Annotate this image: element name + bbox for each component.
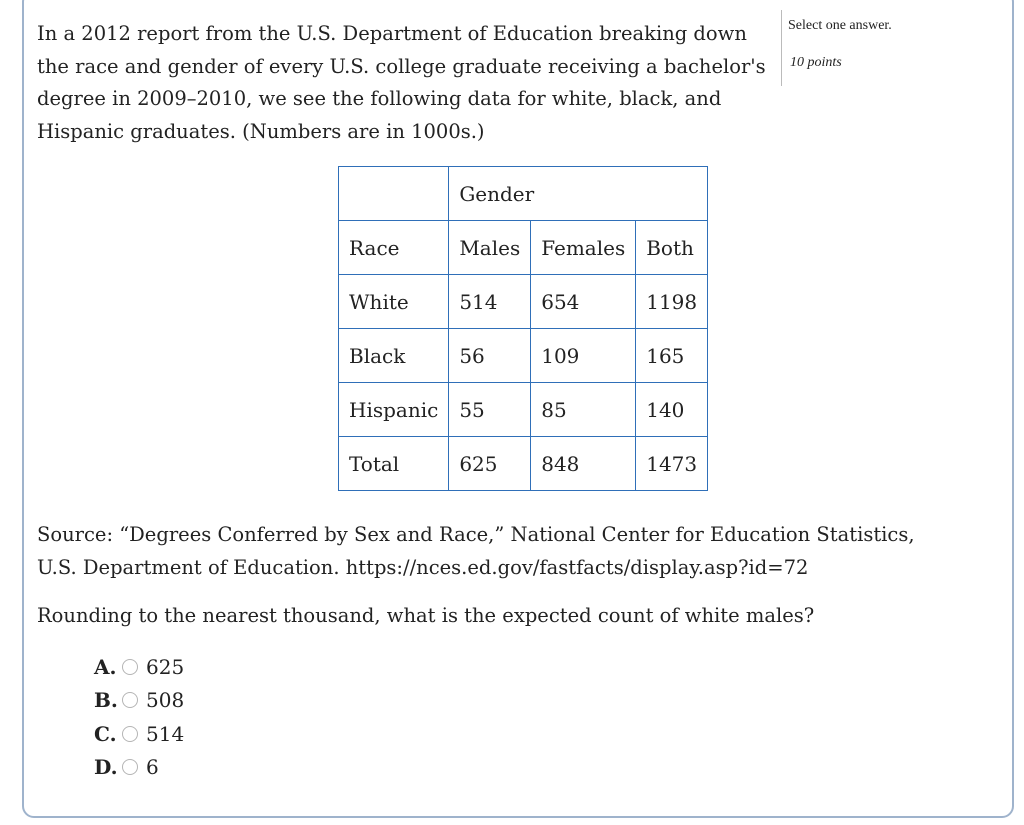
- radio-button[interactable]: [122, 726, 138, 742]
- column-header: Race: [339, 221, 449, 275]
- table-cell: Black: [339, 329, 449, 383]
- table-cell: 165: [636, 329, 708, 383]
- table-cell: Total: [339, 437, 449, 491]
- radio-button[interactable]: [122, 759, 138, 775]
- table-header-row: [339, 221, 708, 275]
- table-cell: 1198: [636, 275, 708, 329]
- answer-instruction: Select one answer.: [788, 18, 892, 33]
- choice-c[interactable]: [94, 717, 184, 751]
- table-header-row: [339, 167, 708, 221]
- data-table: [338, 166, 708, 491]
- column-header: Both: [636, 221, 708, 275]
- table-cell: 140: [636, 383, 708, 437]
- answer-choices: [94, 650, 184, 784]
- column-header: Females: [531, 221, 636, 275]
- table-cell: 55: [449, 383, 531, 437]
- table-row: [339, 383, 708, 437]
- table-cell: 514: [449, 275, 531, 329]
- radio-button[interactable]: [122, 659, 138, 675]
- radio-button[interactable]: [122, 692, 138, 708]
- table-cell: 625: [449, 437, 531, 491]
- table-cell: [339, 167, 449, 221]
- gender-header: Gender: [449, 167, 708, 221]
- table-row: [339, 275, 708, 329]
- table-cell: White: [339, 275, 449, 329]
- choice-b[interactable]: [94, 684, 184, 718]
- table-row: [339, 437, 708, 491]
- choice-text: 6: [146, 755, 159, 780]
- choice-letter: D.: [94, 755, 118, 780]
- question-prompt: Rounding to the nearest thousand, what is the expected count of white males?: [37, 604, 815, 627]
- table-cell: 85: [531, 383, 636, 437]
- choice-a[interactable]: [94, 650, 184, 684]
- points-label: 10 points: [790, 55, 842, 70]
- question-intro: In a 2012 report from the U.S. Department of Education breaking down the race and gender of every U.S. college graduate receiving a bachelor's degree in 2009–2010, we see the following data for white, black, and Hispanic graduates. (Numbers are in 1000s.): [37, 22, 766, 143]
- table-cell: 1473: [636, 437, 708, 491]
- table-cell: 56: [449, 329, 531, 383]
- choice-letter: A.: [94, 654, 117, 679]
- choice-text: 625: [146, 654, 185, 679]
- choice-d[interactable]: [94, 751, 184, 785]
- choice-text: 514: [146, 721, 185, 746]
- table-cell: 654: [531, 275, 636, 329]
- table-cell: 109: [531, 329, 636, 383]
- choice-text: 508: [146, 688, 185, 713]
- question-meta: [781, 10, 892, 86]
- column-header: Males: [449, 221, 531, 275]
- table-row: [339, 329, 708, 383]
- table-cell: 848: [531, 437, 636, 491]
- choice-letter: B.: [94, 688, 118, 713]
- choice-letter: C.: [94, 721, 117, 746]
- table-cell: Hispanic: [339, 383, 449, 437]
- source-citation: Source: “Degrees Conferred by Sex and Race,” National Center for Education Statistics, U.S. Department of Education. https://nces.ed.gov/fastfacts/display.asp?id=72: [37, 523, 915, 579]
